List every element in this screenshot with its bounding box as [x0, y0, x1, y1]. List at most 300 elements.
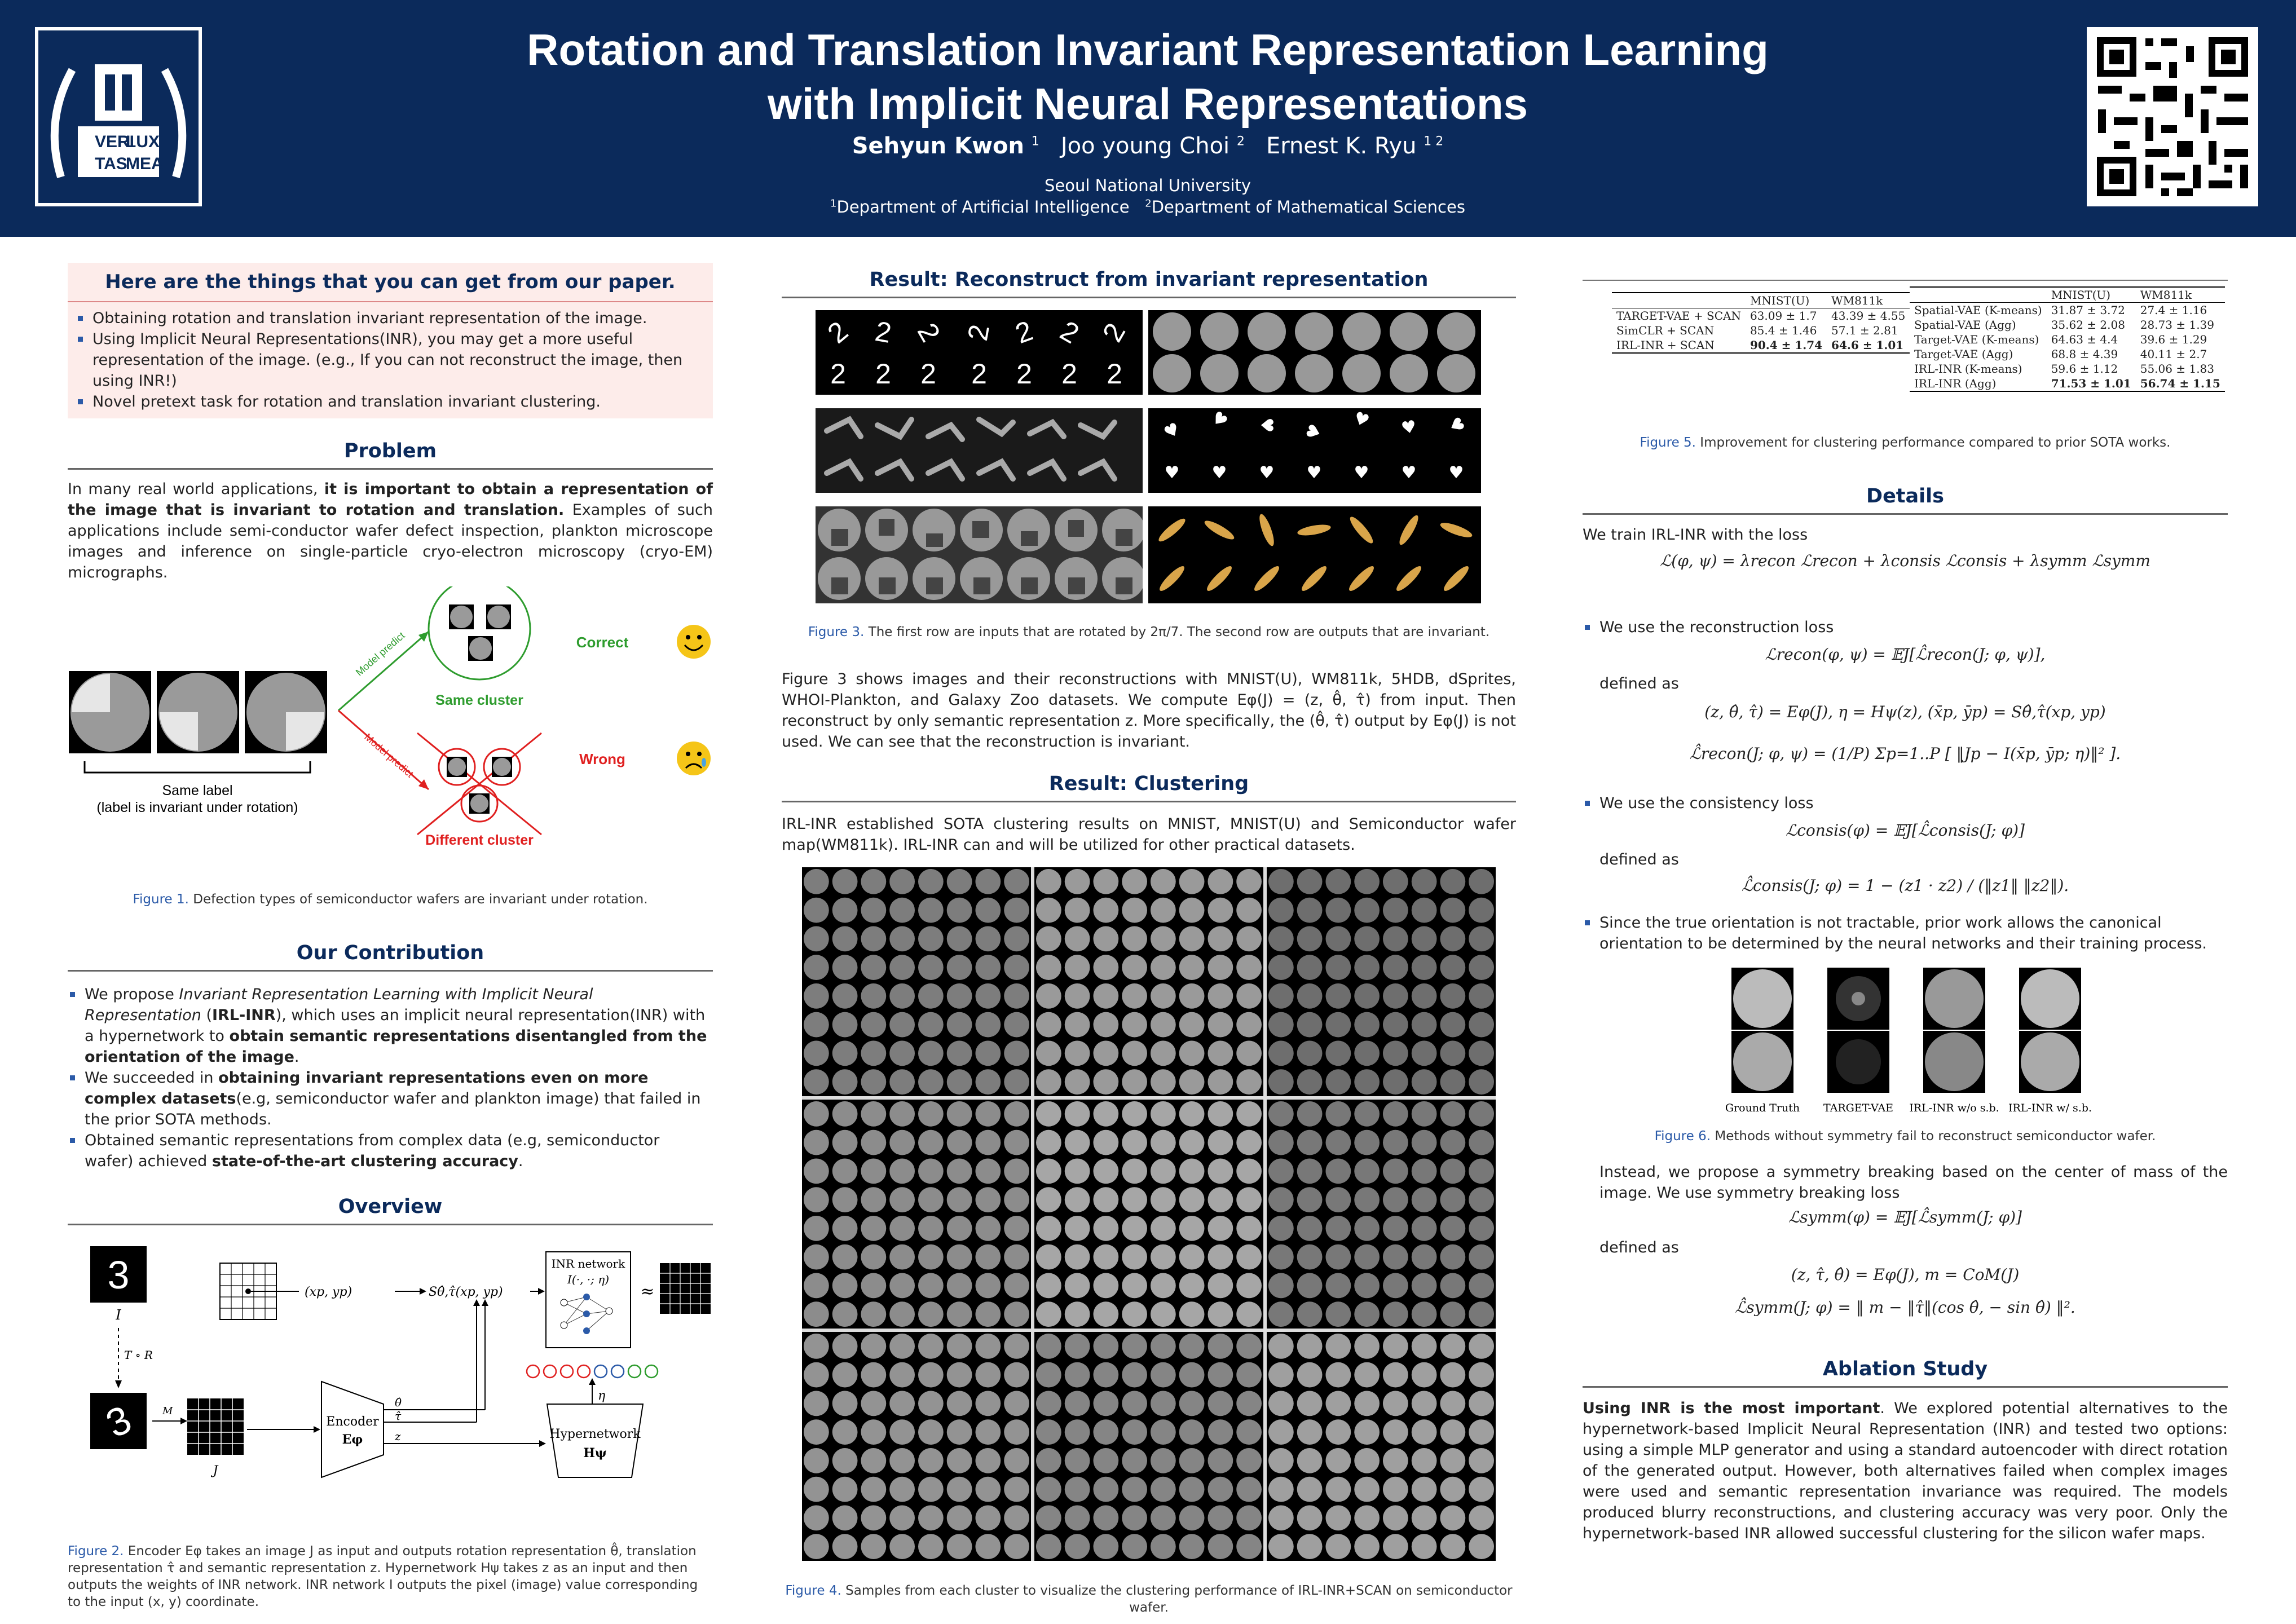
wafer-sample — [1122, 1012, 1147, 1038]
cluster-samples-grid — [802, 867, 1496, 1561]
svg-text:2: 2 — [830, 358, 846, 390]
wafer-sample — [1208, 1187, 1233, 1212]
wafer-sample — [1151, 1159, 1176, 1184]
wafer-sample — [861, 1101, 887, 1127]
wafer-sample — [1297, 898, 1323, 923]
wafer-sample — [1268, 955, 1294, 980]
wafer-sample — [1354, 1216, 1380, 1241]
svg-text:LUX: LUX — [126, 133, 160, 151]
wafer-sample — [1151, 1448, 1176, 1473]
wafer-sample — [1297, 1273, 1323, 1299]
wafer-sample — [1004, 1334, 1029, 1359]
wafer-sample — [1268, 1159, 1294, 1184]
wafer-sample — [1469, 1477, 1494, 1502]
wafer-sample — [918, 1301, 944, 1327]
wafer-sample — [1208, 983, 1233, 1009]
wafer-sample — [1469, 1041, 1494, 1066]
wafer-sample — [861, 983, 887, 1009]
wafer-sample — [861, 1216, 887, 1241]
section-title-reconstruct: Result: Reconstruct from invariant representation — [782, 268, 1516, 298]
svg-text:♥: ♥ — [1257, 417, 1276, 433]
wafer-sample — [1236, 1159, 1262, 1184]
wafer-sample — [1208, 1506, 1233, 1531]
wafer-sample — [1326, 1477, 1351, 1502]
wafer-sample — [947, 869, 972, 894]
equation-symm-def-1: (z, τ̂, θ̂) = Eφ(J), m = CoM(J) — [1791, 1265, 2020, 1284]
wafer-sample — [1036, 955, 1061, 980]
wafer-sample — [1383, 1187, 1408, 1212]
wafer-sample — [832, 983, 858, 1009]
wafer-sample — [1151, 1012, 1176, 1038]
wafer-sample — [1036, 1273, 1061, 1299]
wafer-sample — [1326, 1301, 1351, 1327]
wafer-sample — [918, 1419, 944, 1445]
svg-text:♥: ♥ — [1401, 463, 1417, 483]
wafer-sample — [1004, 869, 1029, 894]
svg-text:η: η — [598, 1389, 606, 1403]
wafer-sample — [804, 1069, 829, 1095]
wafer-sample — [1440, 1477, 1466, 1502]
reconstruct-galaxy — [1148, 506, 1481, 603]
wafer-sample — [947, 955, 972, 980]
wafer-sample — [1469, 1012, 1494, 1038]
wafer-sample — [1094, 1362, 1119, 1388]
wafer-sample — [947, 1448, 972, 1473]
wafer-sample — [1326, 1187, 1351, 1212]
wafer-sample — [918, 1391, 944, 1416]
wafer-sample — [1354, 926, 1380, 952]
wafer-sample — [1122, 1362, 1147, 1388]
wafer-sample — [1412, 869, 1437, 894]
wafer-sample — [1208, 1159, 1233, 1184]
wafer-sample — [1208, 1069, 1233, 1095]
wafer-sample — [1297, 955, 1323, 980]
wafer-sample — [1236, 955, 1262, 980]
wafer-sample — [1383, 1391, 1408, 1416]
wafer-sample — [861, 1419, 887, 1445]
wafer-sample — [1036, 983, 1061, 1009]
wafer-sample — [1122, 955, 1147, 980]
wafer-sample — [1036, 1477, 1061, 1502]
qr-code[interactable] — [2087, 27, 2258, 206]
svg-text:2: 2 — [1061, 358, 1077, 390]
wafer-sample — [1036, 1245, 1061, 1270]
wafer-sample — [1440, 1448, 1466, 1473]
wafer-sample — [1208, 1101, 1233, 1127]
wafer-sample — [1440, 1301, 1466, 1327]
wafer-sample — [1122, 1448, 1147, 1473]
wafer-sample — [976, 1041, 1001, 1066]
wafer-sample — [832, 1477, 858, 1502]
wafer-sample — [1004, 1477, 1029, 1502]
wafer-sample — [1326, 955, 1351, 980]
wafer-sample — [1151, 1273, 1176, 1299]
smile-face-icon — [677, 625, 711, 659]
svg-text:J: J — [213, 1464, 218, 1478]
wafer-sample — [804, 1391, 829, 1416]
svg-text:Same cluster: Same cluster — [435, 692, 523, 708]
wafer-sample — [1440, 1534, 1466, 1559]
wafer-sample — [832, 1069, 858, 1095]
wafer-sample — [1412, 1448, 1437, 1473]
wafer-sample — [1412, 1391, 1437, 1416]
university-name: Seoul National University — [1045, 176, 1251, 195]
wafer-sample — [1036, 1448, 1061, 1473]
wafer-sample — [1469, 1534, 1494, 1559]
equation-symm: ℒsymm(φ) = 𝔼J[ℒ̂symm(J; φ)] — [1788, 1208, 2022, 1226]
wafer-sample — [1440, 1391, 1466, 1416]
wafer-sample — [1122, 898, 1147, 923]
svg-text:T ∘ R: T ∘ R — [124, 1348, 153, 1362]
table-row: IRL-INR (Agg) 71.53 ± 1.01 56.74 ± 1.15 — [1914, 377, 2220, 390]
wafer-sample — [1412, 1273, 1437, 1299]
wafer-sample — [1122, 1419, 1147, 1445]
wafer-sample — [1151, 1301, 1176, 1327]
svg-text:Wrong: Wrong — [579, 751, 625, 767]
wafer-sample — [947, 1362, 972, 1388]
wafer-sample — [1208, 1362, 1233, 1388]
wafer-sample — [1326, 1012, 1351, 1038]
wafer-sample — [1151, 1419, 1176, 1445]
wafer-sample — [1036, 1187, 1061, 1212]
wafer-sample — [976, 926, 1001, 952]
wafer-sample — [1297, 1506, 1323, 1531]
figure-4 — [802, 867, 1496, 1561]
wafer-sample — [1440, 869, 1466, 894]
wafer-sample — [1004, 1506, 1029, 1531]
crying-face-icon — [677, 742, 711, 775]
plankton-samples-icon — [816, 506, 1143, 603]
wafer-sample — [1236, 1362, 1262, 1388]
wafer-sample — [947, 1301, 972, 1327]
wafer-sample — [1383, 1362, 1408, 1388]
svg-text:I: I — [116, 1307, 121, 1323]
wafer-sample — [947, 1273, 972, 1299]
wafer-sample — [1151, 1101, 1176, 1127]
wafer-sample — [1412, 1301, 1437, 1327]
wafer-sample — [1326, 1069, 1351, 1095]
wafer-sample — [1036, 1301, 1061, 1327]
details-bullet-2: We use the consistency loss — [1583, 793, 2228, 814]
wafer-sample — [1383, 1506, 1408, 1531]
equation-consis-def: ℒ̂consis(J; φ) = 1 − (z1 · z2) / (‖z1‖ ‖z2‖). — [1741, 876, 2069, 895]
wafer-sample — [1151, 1334, 1176, 1359]
wafer-sample — [1268, 1041, 1294, 1066]
svg-text:z: z — [395, 1429, 401, 1443]
wafer-sample — [1297, 1448, 1323, 1473]
table-1 — [1612, 292, 1910, 354]
wafer-sample — [1383, 1334, 1408, 1359]
mnist-samples-icon — [816, 310, 1143, 395]
svg-text:2: 2 — [911, 317, 947, 347]
wafer-sample — [1036, 1534, 1061, 1559]
wafer-sample — [1412, 898, 1437, 923]
wafer-sample — [1469, 1245, 1494, 1270]
wafer-sample — [1326, 1159, 1351, 1184]
wafer-sample — [1412, 1534, 1437, 1559]
wafer-sample — [1094, 1301, 1119, 1327]
svg-text:I(·, ·; η): I(·, ·; η) — [567, 1273, 610, 1286]
wafer-sample — [1036, 1391, 1061, 1416]
reconstruct-plankton — [816, 506, 1143, 603]
wafer-sample — [976, 1448, 1001, 1473]
wafer-sample — [1383, 1159, 1408, 1184]
wafer-sample — [832, 1041, 858, 1066]
wafer-sample — [1326, 1334, 1351, 1359]
table-row: IRL-INR + SCAN 90.4 ± 1.74 64.6 ± 1.01 — [1616, 338, 1904, 352]
wafer-sample — [1065, 1477, 1090, 1502]
wafer-sample — [1151, 1477, 1176, 1502]
svg-text:Ground Truth: Ground Truth — [1726, 1102, 1800, 1114]
wafer-sample — [1122, 926, 1147, 952]
wafer-sample — [1297, 1101, 1323, 1127]
svg-text:2: 2 — [1107, 358, 1122, 390]
wafer-sample — [976, 1216, 1001, 1241]
wafer-sample — [1236, 869, 1262, 894]
list-item: Novel pretext task for rotation and translation invariant clustering. — [92, 391, 696, 412]
wafer-sample — [1469, 1448, 1494, 1473]
wafer-sample — [1383, 1130, 1408, 1155]
wafer-sample — [861, 1245, 887, 1270]
wafer-sample — [1208, 869, 1233, 894]
wafer-sample — [947, 926, 972, 952]
wafer-sample — [1440, 1216, 1466, 1241]
wafer-sample — [804, 1362, 829, 1388]
wafer-sample — [1094, 1130, 1119, 1155]
wafer-sample — [804, 1041, 829, 1066]
wafer-sample — [1004, 898, 1029, 923]
wafer-sample — [1094, 1534, 1119, 1559]
wafer-sample — [1383, 1419, 1408, 1445]
wafer-sample — [1065, 1069, 1090, 1095]
equation-main: ℒ(φ, ψ) = λrecon ℒrecon + λconsis ℒconsis + λsymm ℒsymm — [1660, 551, 2150, 570]
wafer-sample — [1151, 1362, 1176, 1388]
wafer-sample — [1383, 1012, 1408, 1038]
wafer-sample — [1004, 926, 1029, 952]
details-intro: We train IRL-INR with the loss — [1583, 526, 1808, 544]
departments: $^1$Department of Artificial Intelligence $^2$Department of Mathematical Sciences — [830, 197, 1465, 217]
wafer-sample — [1236, 1419, 1262, 1445]
svg-text:♥: ♥ — [1302, 421, 1327, 443]
wafer-sample — [918, 1101, 944, 1127]
wafer-sample — [832, 1159, 858, 1184]
wafer-sample — [1122, 1506, 1147, 1531]
wafer-sample — [1065, 1101, 1090, 1127]
wafer-sample — [889, 1216, 915, 1241]
wafer-sample — [832, 869, 858, 894]
wafer-sample — [1412, 1477, 1437, 1502]
wafer-sample — [1326, 1216, 1351, 1241]
wafer-sample — [918, 1334, 944, 1359]
wafer-sample — [1326, 1273, 1351, 1299]
wafer-sample — [1297, 983, 1323, 1009]
wafer-sample — [1326, 1362, 1351, 1388]
wafer-sample — [1383, 1041, 1408, 1066]
wafer-sample — [1004, 1130, 1029, 1155]
wafer-sample — [1440, 1334, 1466, 1359]
wafer-sample — [804, 1301, 829, 1327]
wafer-sample — [1469, 898, 1494, 923]
wafer-sample — [1036, 1362, 1061, 1388]
symmetry-text: Instead, we propose a symmetry breaking based on the center of mass of the image. We use symmetry breaking loss — [1599, 1163, 2228, 1202]
wafer-sample — [1179, 1012, 1205, 1038]
wafer-sample — [1354, 1362, 1380, 1388]
svg-text:♥: ♥ — [1211, 463, 1227, 483]
wafer-sample — [1122, 1041, 1147, 1066]
wafer-sample — [1179, 1101, 1205, 1127]
reconstruct-5hdb — [816, 408, 1143, 493]
wafer-sample — [1122, 1477, 1147, 1502]
reconstruct-wafer — [1148, 310, 1481, 395]
wafer-sample — [1236, 1187, 1262, 1212]
wafer-sample — [1440, 1419, 1466, 1445]
svg-text:♥: ♥ — [1160, 418, 1184, 444]
table-header — [1910, 287, 2047, 303]
wafer-sample — [1297, 1041, 1323, 1066]
wafer-sample — [1122, 1130, 1147, 1155]
wafer-sample — [1236, 926, 1262, 952]
poster-title: Rotation and Translation Invariant Representation Learning with Implicit Neural Representations — [527, 25, 1769, 129]
wafer-sample — [918, 1362, 944, 1388]
wafer-sample — [1122, 1245, 1147, 1270]
wafer-sample — [832, 898, 858, 923]
wafer-sample — [1268, 1012, 1294, 1038]
wafer-sample — [1440, 1041, 1466, 1066]
wafer-sample — [861, 1301, 887, 1327]
svg-text:τ̂: τ̂ — [395, 1409, 402, 1423]
wafer-sample — [1094, 955, 1119, 980]
wafer-sample — [1065, 1301, 1090, 1327]
wafer-sample — [1065, 1362, 1090, 1388]
wafer-sample — [832, 955, 858, 980]
wafer-sample — [976, 1012, 1001, 1038]
wafer-sample — [1094, 1448, 1119, 1473]
wafer-sample — [1268, 1419, 1294, 1445]
wafer-sample — [1236, 1448, 1262, 1473]
wafer-sample — [1036, 1012, 1061, 1038]
svg-text:Different cluster: Different cluster — [425, 832, 534, 848]
wafer-samples-icon — [1148, 310, 1481, 395]
wafer-sample — [861, 869, 887, 894]
wafer-sample — [1297, 869, 1323, 894]
table-2 — [1910, 286, 2225, 392]
svg-text:Eφ: Eφ — [342, 1432, 363, 1447]
wafer-sample — [1236, 1273, 1262, 1299]
wafer-sample — [947, 1130, 972, 1155]
wafer-sample — [1354, 983, 1380, 1009]
svg-text:IRL-INR w/o s.b.: IRL-INR w/o s.b. — [1909, 1102, 1999, 1114]
wafer-sample — [1469, 1101, 1494, 1127]
equation-recon: ℒrecon(φ, ψ) = 𝔼J[ℒ̂recon(J; φ, ψ)], — [1765, 645, 2046, 664]
wafer-sample — [1179, 869, 1205, 894]
wafer-sample — [1268, 1362, 1294, 1388]
wafer-sample — [1326, 983, 1351, 1009]
wafer-sample — [832, 1012, 858, 1038]
table-header: MNIST(U) — [1749, 294, 1810, 307]
wafer-sample — [1036, 1216, 1061, 1241]
wafer-sample — [1469, 1301, 1494, 1327]
equation-def-1: (z, θ̂, τ̂) = Eφ(J), η = Hψ(z), (x̄p, ȳp) = Sθ̂,τ̂(xp, yp) — [1704, 703, 2106, 721]
wafer-sample — [804, 1101, 829, 1127]
wafer-sample — [832, 1362, 858, 1388]
wafer-sample — [1268, 1101, 1294, 1127]
wafer-sample — [1236, 1301, 1262, 1327]
wafer-sample — [918, 1069, 944, 1095]
wafer-sample — [1469, 1159, 1494, 1184]
wafer-sample — [1004, 1301, 1029, 1327]
wafer-sample — [1122, 1069, 1147, 1095]
highlights-title: Here are the things that you can get from our paper. — [105, 271, 676, 293]
wafer-sample — [832, 1506, 858, 1531]
wafer-sample — [1065, 1187, 1090, 1212]
wafer-sample — [1440, 898, 1466, 923]
wafer-sample — [1094, 1012, 1119, 1038]
svg-text:♥: ♥ — [1443, 413, 1469, 437]
wafer-sample — [1268, 1273, 1294, 1299]
wafer-sample — [1412, 1159, 1437, 1184]
wafer-sample — [918, 1187, 944, 1212]
wafer-sample — [947, 983, 972, 1009]
wafer-sample — [976, 1506, 1001, 1531]
defined-as-label: defined as — [1599, 851, 1679, 868]
wafer-sample — [1297, 1130, 1323, 1155]
wafer-sample — [1151, 1245, 1176, 1270]
wafer-sample — [1412, 1216, 1437, 1241]
wafer-sample — [1383, 898, 1408, 923]
wafer-sample — [1440, 1101, 1466, 1127]
wafer-sample — [1297, 1534, 1323, 1559]
wafer-sample — [1036, 1334, 1061, 1359]
wafer-sample — [1208, 1534, 1233, 1559]
wafer-sample — [1440, 1012, 1466, 1038]
wafer-sample — [918, 1012, 944, 1038]
wafer-sample — [1354, 1391, 1380, 1416]
wafer-sample — [1440, 983, 1466, 1009]
figure-1-diagram — [68, 586, 713, 851]
wafer-sample — [1412, 926, 1437, 952]
wafer-sample — [1151, 1130, 1176, 1155]
wafer-sample — [976, 1391, 1001, 1416]
equation-symm-def-2: ℒ̂symm(J; φ) = ‖ m − ‖τ̂‖(cos θ̂, − sin θ̂) ‖². — [1735, 1298, 2075, 1317]
wafer-sample — [1354, 1187, 1380, 1212]
table-row: TARGET-VAE + SCAN 63.09 ± 1.7 43.39 ± 4.55 — [1616, 309, 1906, 323]
wafer-sample — [804, 1187, 829, 1212]
wafer-sample — [1208, 1273, 1233, 1299]
wafer-sample — [1412, 1101, 1437, 1127]
wafer-sample — [1236, 1130, 1262, 1155]
svg-text:2: 2 — [875, 358, 891, 390]
wafer-sample — [1065, 1534, 1090, 1559]
wafer-sample — [976, 869, 1001, 894]
wafer-sample — [804, 869, 829, 894]
wafer-sample — [1179, 1334, 1205, 1359]
wafer-sample — [804, 1012, 829, 1038]
svg-text:Hψ: Hψ — [583, 1446, 607, 1460]
wafer-sample — [976, 1301, 1001, 1327]
wafer-sample — [1383, 869, 1408, 894]
svg-text:≈: ≈ — [640, 1282, 655, 1301]
wafer-sample — [1268, 1391, 1294, 1416]
wafer-sample — [947, 1012, 972, 1038]
wafer-sample — [1297, 1159, 1323, 1184]
wafer-sample — [1440, 1130, 1466, 1155]
wafer-sample — [861, 1159, 887, 1184]
figure-5-caption: Figure 5. Improvement for clustering performance compared to prior SOTA works. — [1640, 435, 2171, 450]
svg-text:3: 3 — [99, 1397, 138, 1446]
wafer-sample — [1268, 1216, 1294, 1241]
wafer-sample — [1179, 1273, 1205, 1299]
section-title-clustering: Result: Clustering — [782, 773, 1516, 802]
